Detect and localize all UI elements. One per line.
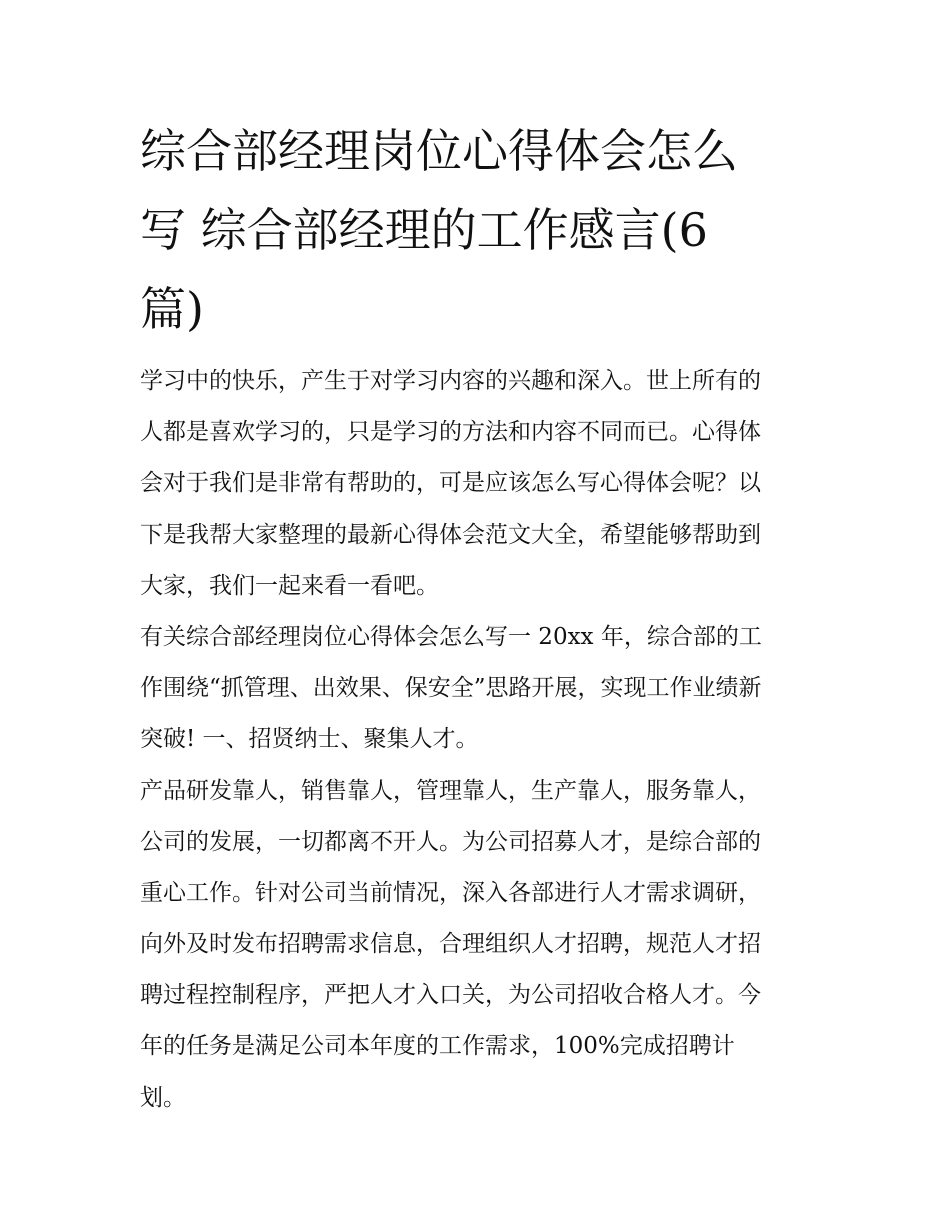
text-line: 作围绕“抓管理、出效果、保安全”思路开展，实现工作业绩新 — [140, 675, 762, 702]
text-line: 学习中的快乐，产生于对学习内容的兴趣和深入。世上所有的 — [140, 368, 761, 394]
text-line: 产品研发靠人，销售靠人，管理靠人，生产靠人，服务靠人， — [140, 777, 761, 804]
text-line: 公司的发展，一切都离不开人。为公司招募人才，是综合部的 — [140, 828, 761, 855]
text-line: 向外及时发布招聘需求信息，合理组织人才招聘，规范人才招 — [140, 931, 761, 958]
document-title — [140, 112, 820, 349]
document-body — [140, 356, 820, 1124]
paragraph-recruitment — [140, 766, 820, 1124]
paragraph-section-one — [140, 612, 820, 766]
text-line: 划。 — [140, 1084, 186, 1111]
paragraph-intro — [140, 356, 820, 612]
text-line: 大家，我们一起来看一看吧。 — [140, 572, 439, 599]
text-line: 聘过程控制程序，严把人才入口关，为公司招收合格人才。今 — [140, 982, 761, 1009]
text-line: 人都是喜欢学习的，只是学习的方法和内容不同而已。心得体 — [140, 419, 761, 446]
text-line: 有关综合部经理岗位心得体会怎么写一 20xx 年，综合部的工 — [140, 623, 762, 650]
text-line: 会对于我们是非常有帮助的，可是应该怎么写心得体会呢？以 — [140, 470, 761, 497]
title-line: 写 综合部经理的工作感言(6 — [140, 203, 708, 257]
text-line: 下是我帮大家整理的最新心得体会范文大全，希望能够帮助到 — [140, 521, 761, 548]
title-line: 综合部经理岗位心得体会怎么 — [140, 124, 738, 178]
text-line: 突破! 一、招贤纳士、聚集人才。 — [140, 726, 479, 753]
text-line: 年的任务是满足公司本年度的工作需求，100%完成招聘计 — [140, 1033, 735, 1060]
text-line: 重心工作。针对公司当前情况，深入各部进行人才需求调研， — [140, 879, 761, 906]
title-line: 篇) — [140, 282, 204, 336]
